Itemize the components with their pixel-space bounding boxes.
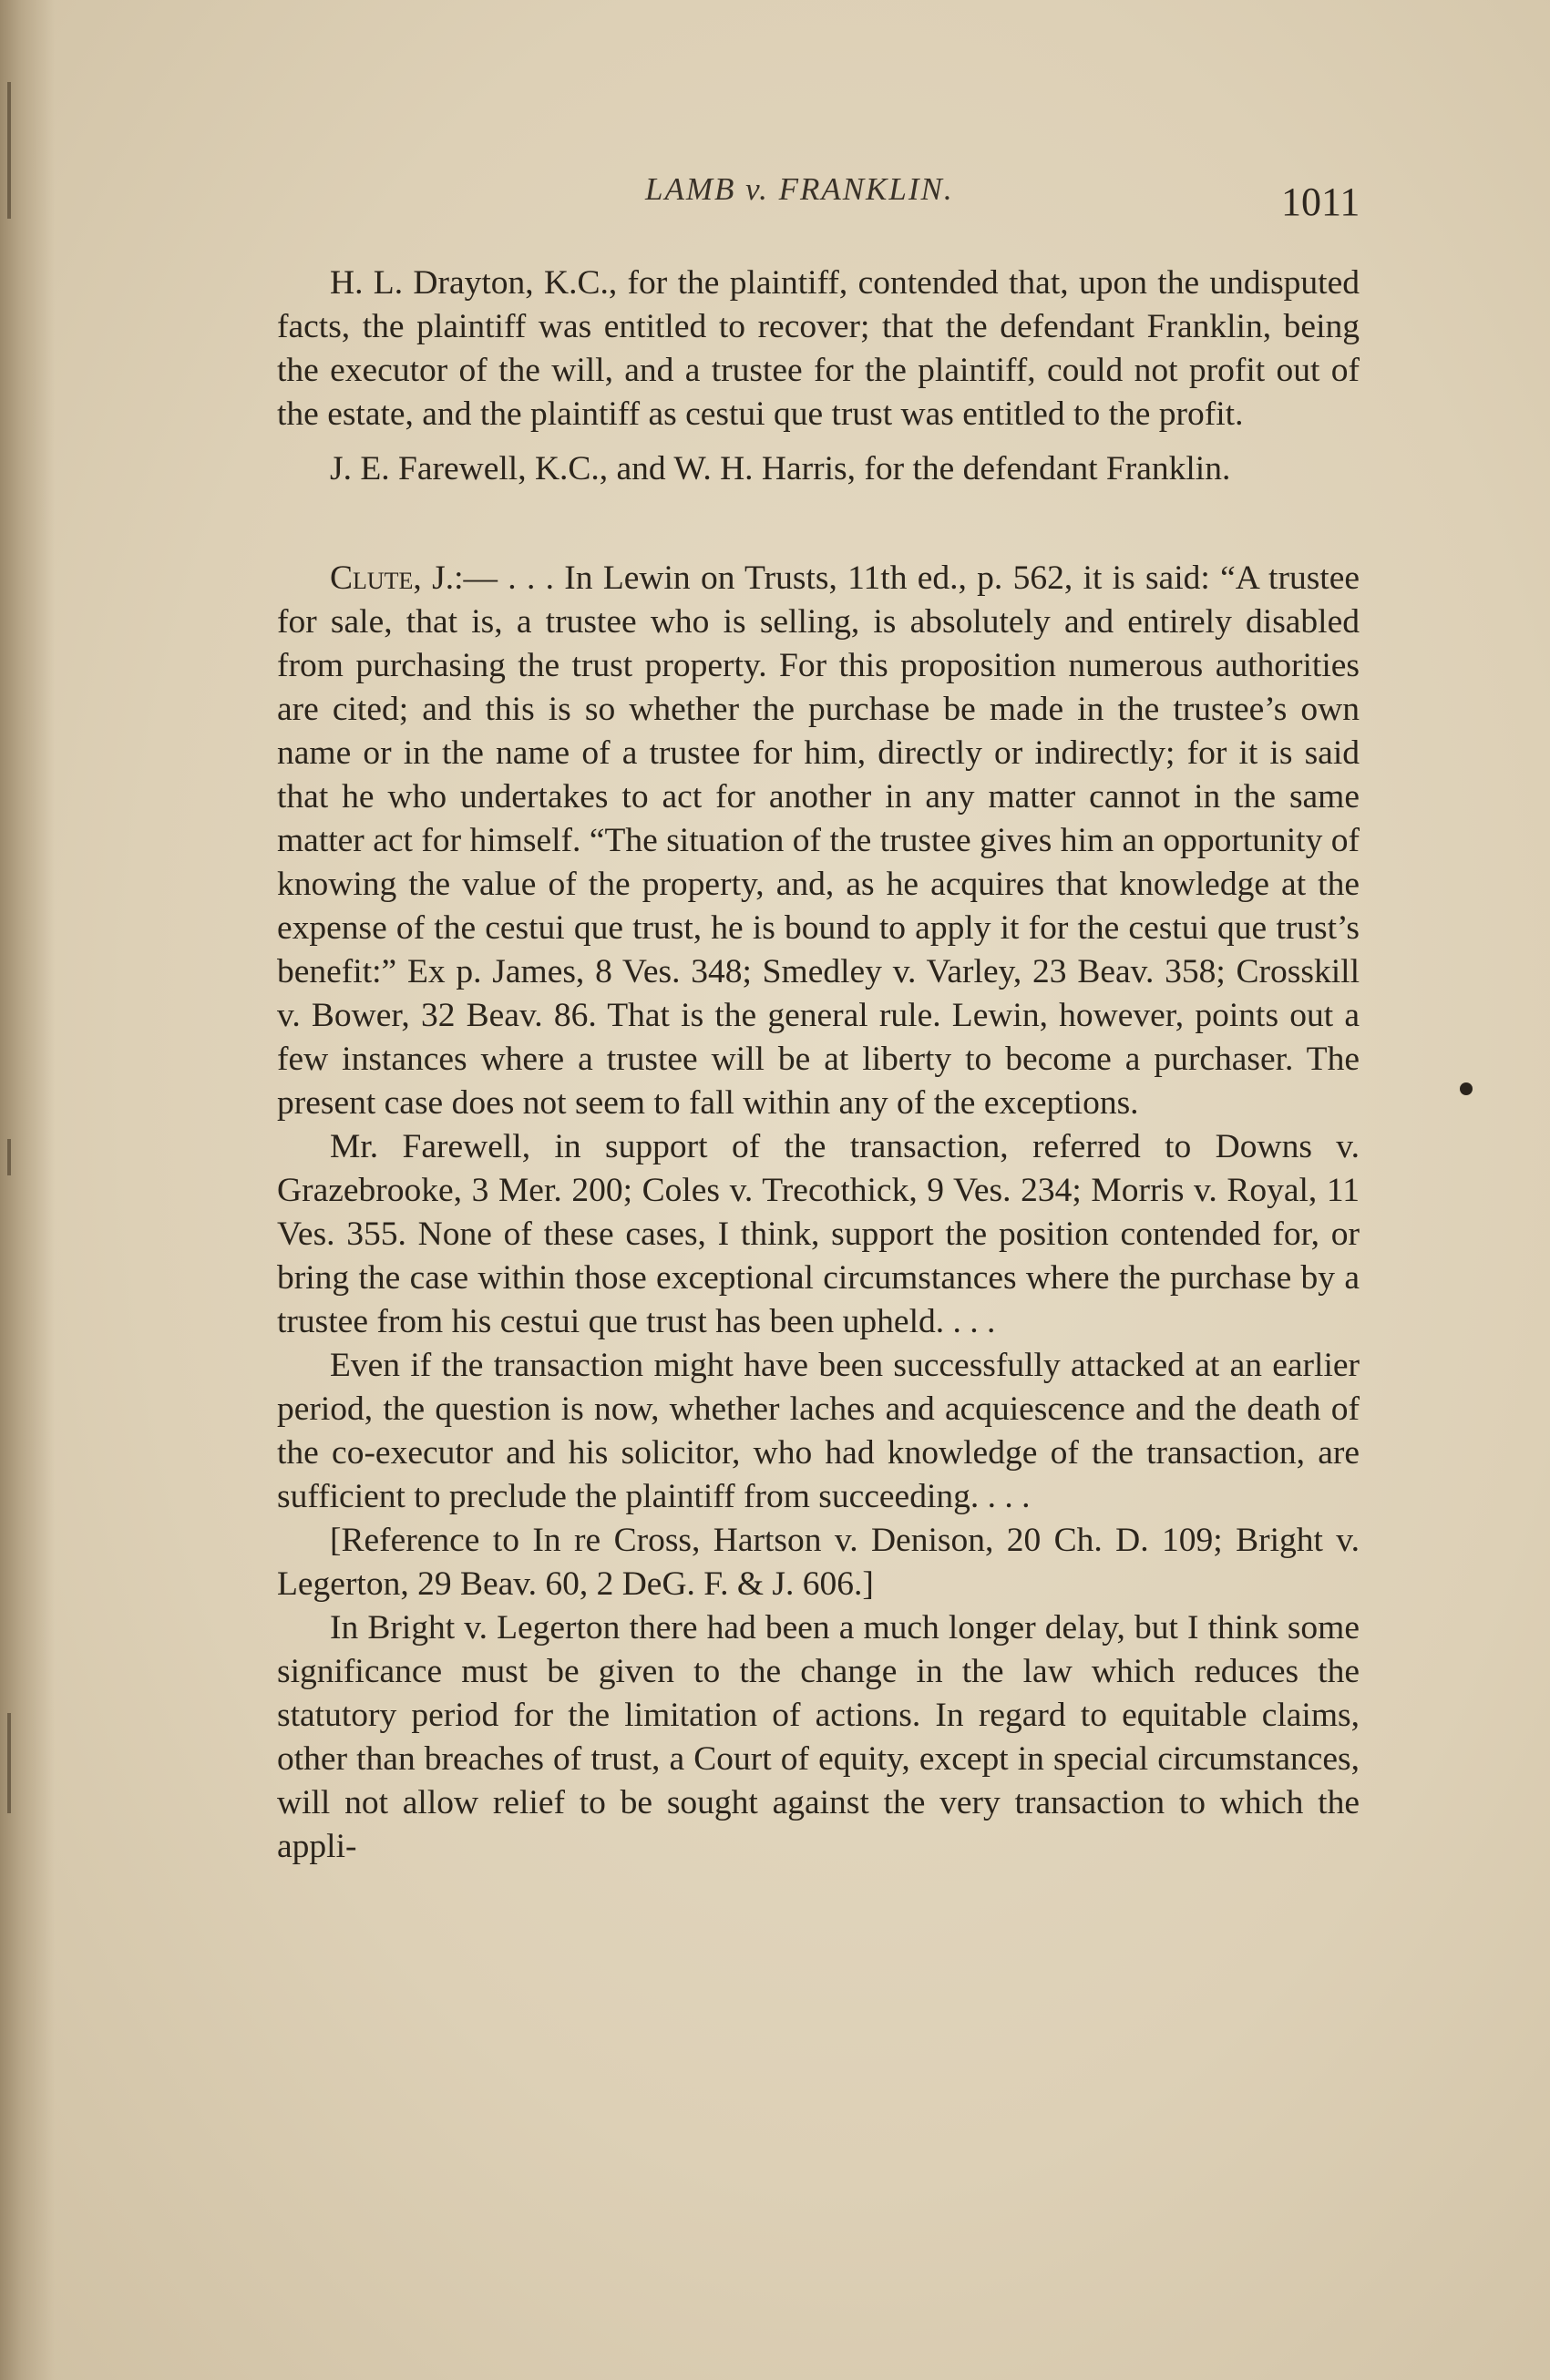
page-header <box>273 164 1367 237</box>
running-head: LAMB v. FRANKLIN. <box>645 171 954 207</box>
paragraph-bright-legerton: In Bright v. Legerton there had been a much longer delay, but I think some significance must be given to the change in the law which reduces the statutory period for the limitation of actions. In regard to equitable claims, other than breaches of trust, a Court of equity, except in special circumstances, will not allow relief to be sought against the very transaction to which the appli- <box>277 1609 1360 1865</box>
judgment-text: :— . . . In Lewin on Trusts, 11th ed., p. 562, it is said: “A trustee for sale, that is, a trustee who is selling, is absolutely and entirely disabled from purchasing the trust property. For this proposition numerous authorities are cited; and this is so whether the purchase be made in the trustee’s own name or in the name of a trustee for him, directly or indirectly; for it is said that he who undertakes to act for another in any matter cannot in the same matter act for himself. “The situation of the trustee gives him an opportunity of knowing the value of the property, and, as he acquires that knowledge at the expense of the cestui que trust, he is bound to apply it for the cestui que trust’s benefit:” Ex p. James, 8 Ves. 348; Smedley v. Varley, 23 Beav. 358; Crosskill v. Bower, 32 Beav. 86. That is the general rule. Lewin, however, points out a few instances where a trustee will be at liberty to become a purchaser. The present case does not seem to fall within any of the exceptions. <box>277 559 1360 1122</box>
body-text <box>277 262 1360 1869</box>
edge-mark <box>7 1139 11 1175</box>
ink-dot <box>1460 1082 1473 1095</box>
spine-shadow <box>0 0 55 2380</box>
page-number: 1011 <box>1281 180 1360 224</box>
edge-mark <box>7 82 11 219</box>
paragraph-counsel-plaintiff: H. L. Drayton, K.C., for the plaintiff, contended that, upon the undisputed facts, the plaintiff was entitled to recover; that the defendant Franklin, being the executor of the will, and a trustee for the plaintiff, could not profit out of the estate, and the plaintiff as cestui que trust was entitled to the profit. <box>277 264 1360 433</box>
paragraph-laches: Even if the transaction might have been successfully attacked at an earlier period, the question is now, whether laches and acquiescence and the death of the co-executor and his solicitor, who had knowledge of the transaction, are sufficient to preclude the plaintiff from succeeding. . . . <box>277 1347 1360 1515</box>
paragraph-judgment-opening <box>277 557 1360 1125</box>
edge-mark <box>7 1713 11 1813</box>
paragraph-farewell-authorities: Mr. Farewell, in support of the transaction, referred to Downs v. Grazebrooke, 3 Mer. 200; Coles v. Trecothick, 9 Ves. 234; Morris v. Royal, 11 Ves. 355. None of these cases, I think, support the position contended for, or bring the case within those exceptional circumstances where the purchase by a trustee from his cestui que trust has been upheld. . . . <box>277 1128 1360 1340</box>
judge-name: Clute, J. <box>330 559 455 597</box>
paragraph-counsel-defendant: J. E. Farewell, K.C., and W. H. Harris, for the defendant Franklin. <box>330 450 1231 487</box>
paragraph-reference: [Reference to In re Cross, Hartson v. Denison, 20 Ch. D. 109; Bright v. Legerton, 29 Beav. 60, 2 DeG. F. & J. 606.] <box>277 1522 1360 1603</box>
